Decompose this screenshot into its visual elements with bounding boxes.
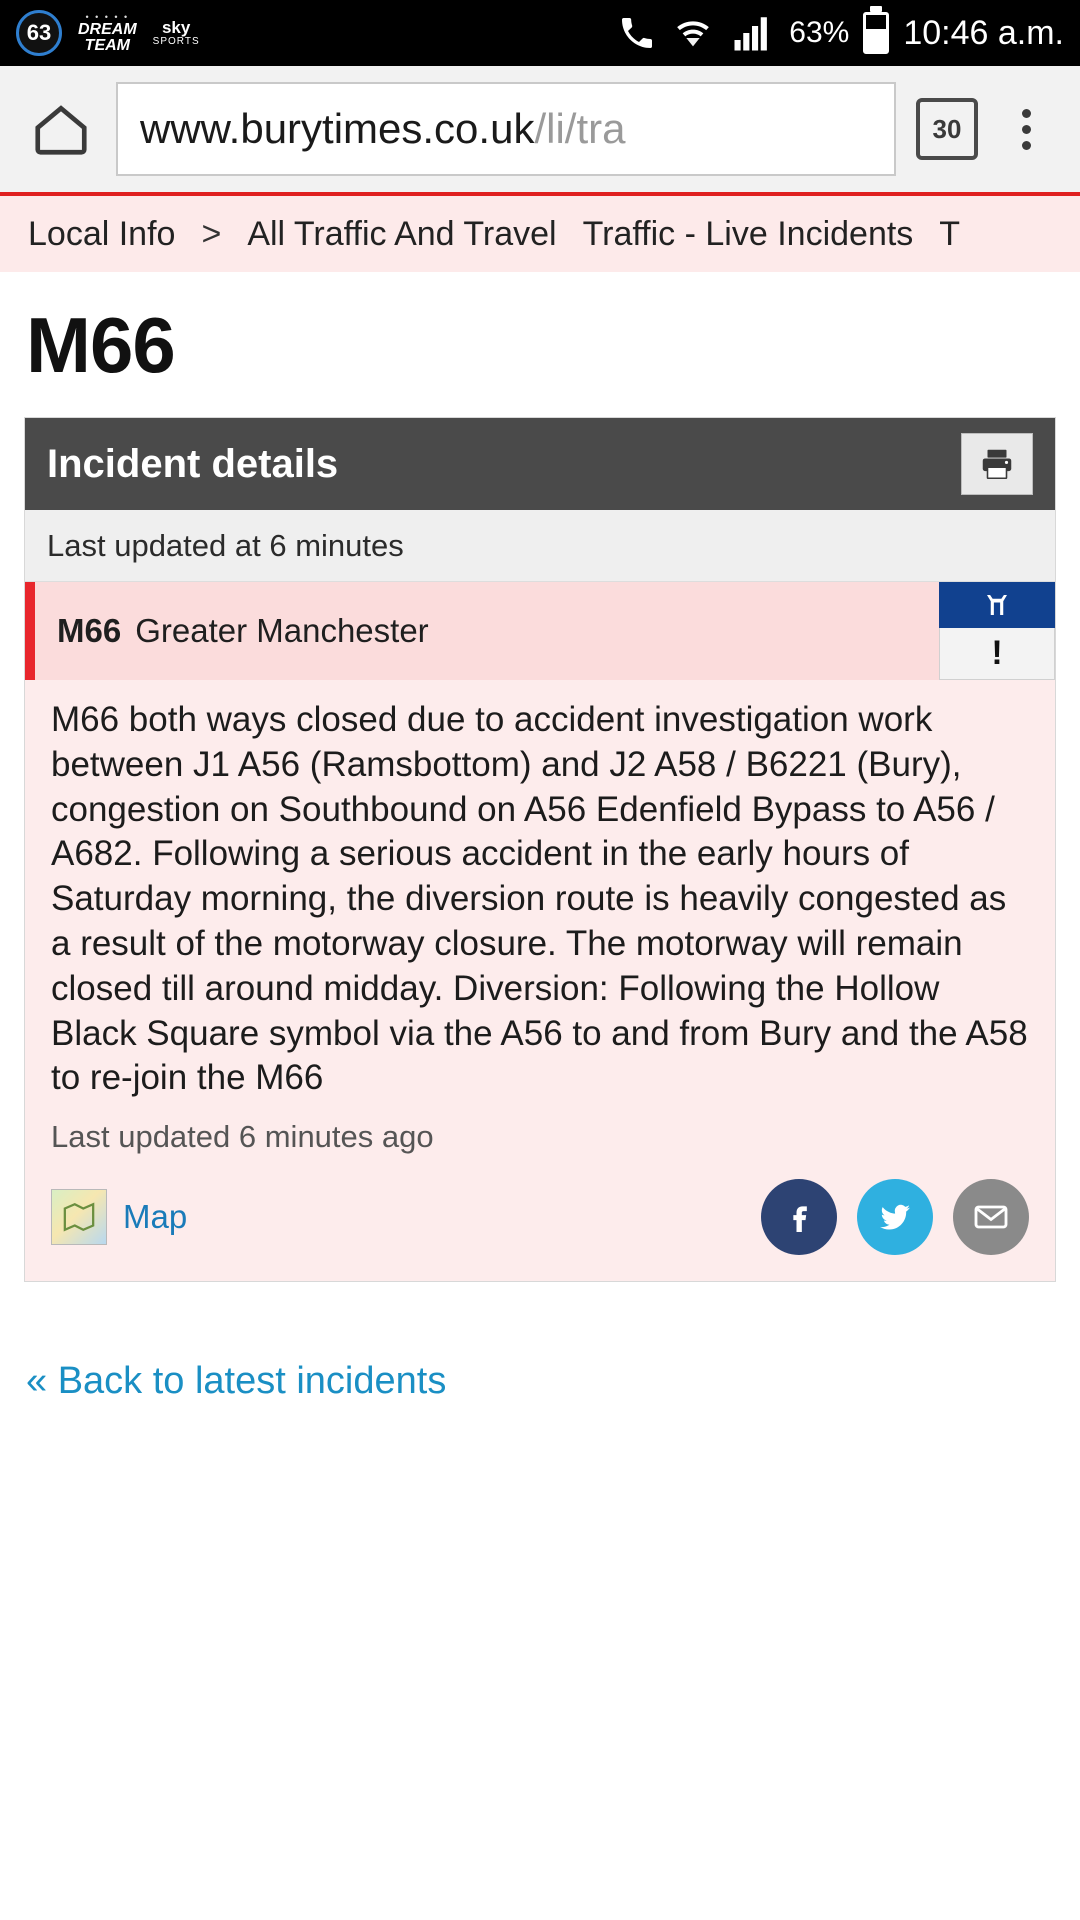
signal-bars-icon (729, 12, 775, 54)
back-to-latest-incidents-link[interactable]: « Back to latest incidents (26, 1360, 447, 1403)
incident-location (35, 582, 429, 680)
printer-icon[interactable] (961, 433, 1033, 495)
incident-description: M66 both ways closed due to accident investigation work between J1 A56 (Ramsbottom) and J2 A58 / B6221 (Bury), congestion on Southbound on A56 Edenfield Bypass to A56 / A682. Following a serious accident in the early hours of Saturday morning, the diversion route is heavily congested as a result of the motorway closure. The motorway will remain closed till around midday. Diversion: Following the Hollow Black Square symbol via the A56 to and from Bury and the A58 to re-join the M66 (51, 700, 1028, 1098)
twitter-share-button[interactable] (857, 1179, 933, 1255)
notification-badge-icon: 63 (16, 10, 62, 56)
battery-percent-label: 63% (789, 16, 850, 49)
tab-switcher-button[interactable]: 30 (916, 98, 978, 160)
status-bar-right (617, 12, 1064, 54)
wifi-icon (671, 13, 715, 53)
dream-team-line2: TEAM (84, 36, 130, 54)
sky-sports-line2: SPORTS (152, 35, 200, 47)
incident-region-label: Greater Manchester (135, 612, 429, 649)
share-buttons (761, 1179, 1029, 1255)
sky-sports-logo (153, 19, 200, 47)
incident-body (25, 680, 1055, 1281)
home-icon[interactable] (26, 98, 96, 160)
incident-actions (51, 1179, 1029, 1255)
breadcrumb-item-local-info[interactable]: Local Info (28, 214, 176, 253)
dream-team-logo (78, 13, 137, 54)
sky-sports-line1: sky (161, 17, 191, 37)
last-updated-bar: Last updated at 6 minutes (25, 510, 1055, 582)
map-thumbnail-icon (51, 1189, 107, 1245)
incident-header-row (25, 582, 1055, 680)
page-title: M66 (26, 301, 175, 389)
facebook-share-button[interactable] (761, 1179, 837, 1255)
severity-indicator (25, 582, 35, 680)
incident-details-header (25, 418, 1055, 510)
dream-team-dots: • • • • • (85, 11, 130, 22)
incident-details-title: Incident details (47, 441, 339, 486)
incident-road-label: M66 (57, 612, 122, 649)
status-bar-left (16, 10, 200, 56)
browser-toolbar (0, 66, 1080, 196)
breadcrumb-item-all-traffic-and-travel[interactable]: All Traffic And Travel (247, 214, 557, 253)
incident-sign-group (939, 582, 1055, 680)
email-share-button[interactable] (953, 1179, 1029, 1255)
motorway-sign-icon (939, 582, 1055, 628)
page-content (0, 300, 1080, 1403)
breadcrumb-item-traffic-live-incidents[interactable]: Traffic - Live Incidents (582, 214, 914, 253)
clock-label: 10:46 a.m. (903, 13, 1064, 52)
incident-last-updated: Last updated 6 minutes ago (51, 1119, 434, 1155)
breadcrumb-separator: > (201, 214, 222, 253)
alert-exclamation-icon: ! (939, 628, 1055, 680)
incident-details-card (24, 417, 1056, 1282)
address-bar-input[interactable] (116, 82, 896, 176)
overflow-menu-icon[interactable] (998, 109, 1054, 150)
battery-icon (863, 12, 889, 54)
url-text: www.burytimes.co.uk (140, 105, 535, 152)
breadcrumb-item-truncated[interactable]: T (939, 214, 961, 253)
phone-wifi-icon (617, 13, 657, 53)
status-bar (0, 0, 1080, 66)
dream-team-line1: DREAM (78, 20, 137, 38)
url-path-text: /li/tra (534, 105, 626, 152)
map-link-label: Map (123, 1198, 188, 1236)
map-link[interactable] (51, 1189, 187, 1245)
breadcrumb (0, 196, 1080, 272)
